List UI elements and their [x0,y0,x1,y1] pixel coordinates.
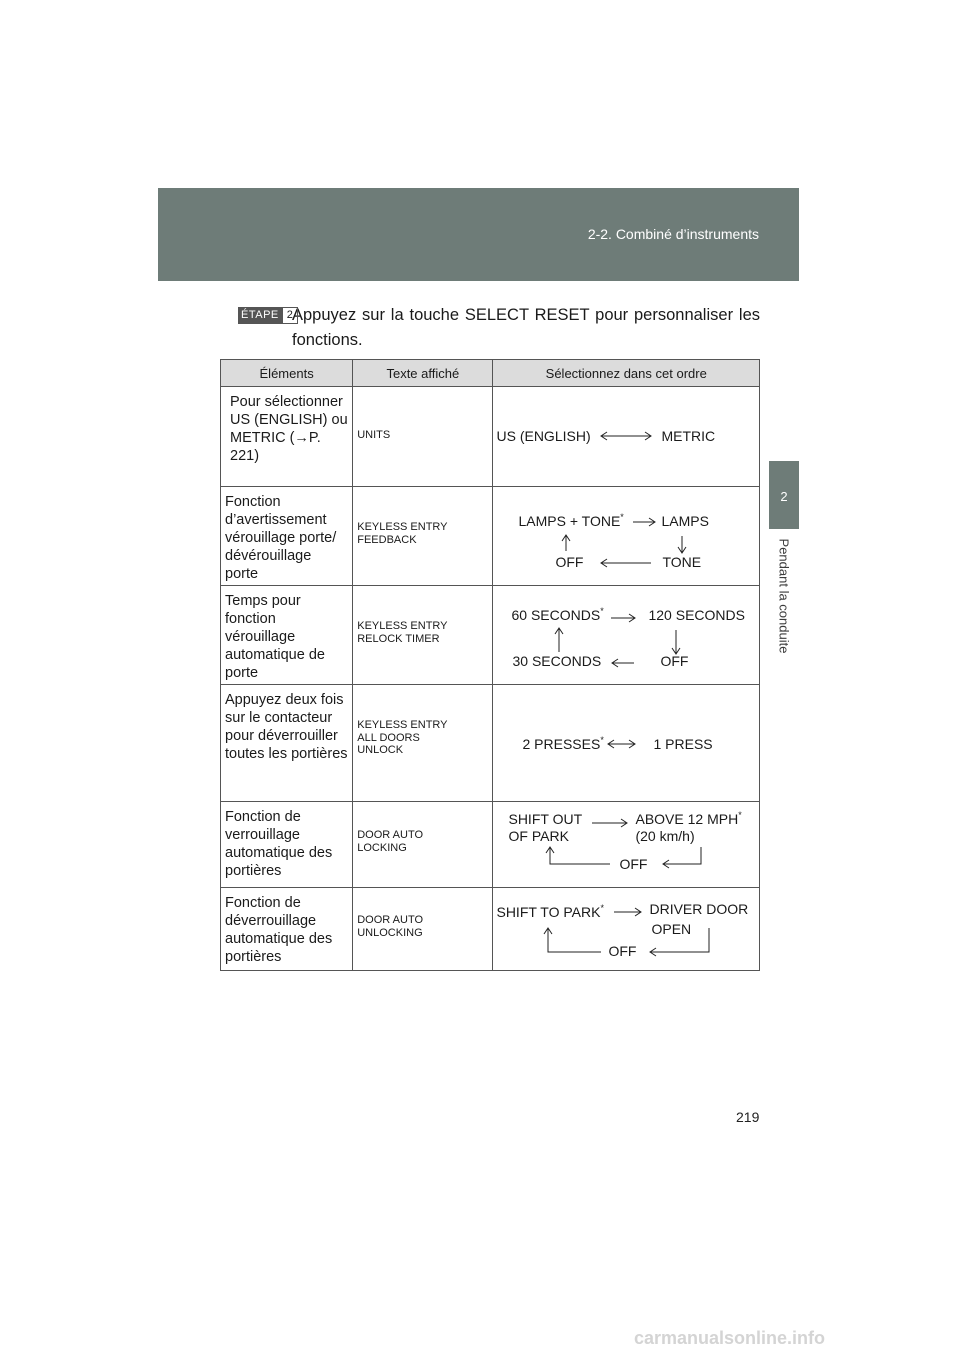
setting-option: (20 km/h) [635,828,695,844]
sequence-arrows [493,487,759,585]
sequence-diagram [493,586,759,684]
element-cell: Temps pour fonction vérouillage automatique de porte [225,593,325,681]
display-text-cell: UNITS [357,429,391,441]
section-title: 2-2. Combiné d’instruments [587,226,759,242]
setting-option: ABOVE 12 MPH* [635,810,742,827]
chapter-title: Pendant la conduite [776,538,792,654]
chapter-tab [769,461,799,529]
setting-option: 120 SECONDS [648,607,745,623]
setting-option: 60 SECONDS* [511,606,604,623]
element-cell: Fonction d’avertissement vérouillage porte/ dévérouillage porte [225,494,337,582]
settings-table [220,359,760,971]
setting-option: OFF [619,856,648,872]
sequence-diagram [493,685,759,801]
setting-option: OPEN [651,921,692,937]
step-badge [238,307,298,324]
element-cell: Fonction de verrouillage automatique des portières [225,809,333,879]
table-row [221,685,760,802]
setting-option: US (ENGLISH) [496,428,591,444]
setting-option: TONE [662,554,702,570]
setting-option: LAMPS + TONE* [518,512,624,529]
setting-option: METRIC [661,428,716,444]
display-text-cell: DOOR AUTO UNLOCKING [357,914,424,939]
watermark-logo [634,1326,934,1350]
element-cell: Fonction de déverrouillage automatique des portières [225,895,333,965]
sequence-diagram [493,888,759,970]
table-row [221,586,760,685]
display-text-cell: DOOR AUTO LOCKING [357,829,424,854]
element-cell: Appuyez deux fois sur le contacteur pour déverrouiller toutes les portières [225,692,348,762]
setting-option: OFF [660,653,689,669]
svg-text:carmanualsonline.info: carmanualsonline.info [634,1328,826,1348]
setting-option: 1 PRESS [653,736,713,752]
setting-option: SHIFT TO PARK* [496,903,604,920]
chapter-number: 2 [780,489,788,504]
setting-option: OFF [555,554,584,570]
sequence-diagram [493,487,759,585]
setting-option: LAMPS [661,513,709,529]
setting-option: DRIVER DOOR [649,901,749,917]
setting-option: 2 PRESSES* [522,735,604,752]
step-badge-number: 2 [282,307,298,324]
setting-option: SHIFT OUT [508,811,583,827]
sequence-diagram [493,387,759,486]
page-number: 219 [736,1109,760,1125]
step-badge-word: ÉTAPE [238,307,282,324]
step-text: Appuyez sur la touche SELECT RESET pour personnaliser les fonctions. [292,306,760,349]
column-header: Éléments [221,360,353,387]
sequence-arrows [493,586,759,684]
table-row [221,387,760,487]
display-text-cell: KEYLESS ENTRY ALL DOORS UNLOCK [357,719,448,756]
setting-option: OF PARK [508,828,569,844]
setting-option: OFF [608,943,637,959]
display-text-cell: KEYLESS ENTRY RELOCK TIMER [357,620,448,645]
table-row [221,802,760,888]
table-row [221,487,760,586]
column-header: Sélectionnez dans cet ordre [493,360,760,387]
element-cell: Pour sélectionner US (ENGLISH) ou METRIC (→P. 221) [230,394,348,464]
column-header: Texte affiché [353,360,493,387]
setting-option: 30 SECONDS [512,653,602,669]
section-header-band [158,188,799,281]
table-header-row [221,360,760,387]
display-text-cell: KEYLESS ENTRY FEEDBACK [357,521,448,546]
sequence-diagram [493,802,759,887]
table-row [221,888,760,971]
step-instruction [238,303,760,353]
